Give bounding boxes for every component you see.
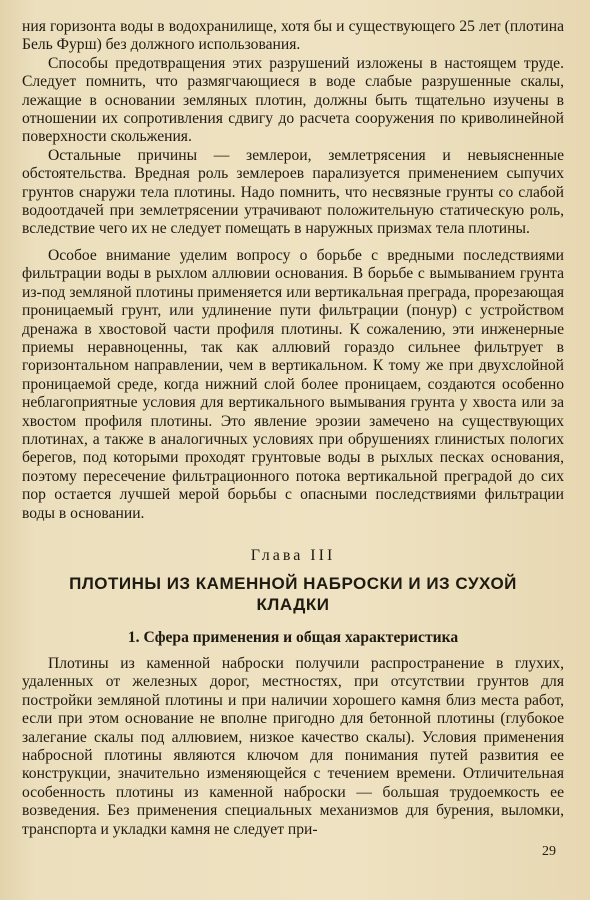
paragraph-gap <box>22 239 564 247</box>
section-heading: 1. Сфера применения и общая характеристика <box>127 628 459 646</box>
paragraph: Остальные причины — землерои, землетрясения и невыясненные обстоятельства. Вредная роль землероев парализуется применением сыпучих грунтов снаружи тела плотины. Надо помнить, что несвязные грунты со слабой водоотдачей при землетрясении утрачивают положительную статическую роль, вследствие чего их не следует помещать в наружных призмах тела плотины. <box>22 146 564 238</box>
paragraph: Особое внимание уделим вопросу о борьбе с вредными последствиями фильтрации воды в рыхлом аллювии основания. В борьбе с вымыванием грунта из-под земляной плотины применяется или вертикальная преграда, прорезающая проницаемый грунт, или удлинение пути фильтрации (понур) с устройством дренажа в хвостовой части профиля плотины. К сожалению, эти инженерные приемы неравноценны, так как аллювий гораздо сильнее фильтрует в горизонтальном направлении, чем в вертикальном. К тому же при двухслойной проницаемой среде, когда нижний слой более проницаем, создаются особенно неблагоприятные условия для вертикального вымывания грунта у хвоста или за хвостом профиля плотины. Это явление эрозии замечено на существующих плотинах, а также в аналогичных условиях при обрушениях глинистых пологих берегов, под которыми проходят грунтовые воды в рыхлых песках основания, поэтому пересечение фильтрационного потока вертикальной преградой до сих пор остается лучшей мерой борьбы с опасными последствиями фильтрации воды в основании. <box>22 246 564 522</box>
paragraph-continuation: ния горизонта воды в водохранилище, хотя бы и существующего 25 лет (плотина Бель Фурш) без должного использования. <box>22 18 564 54</box>
page-number: 29 <box>542 844 556 859</box>
section-paragraph: Плотины из каменной наброски получили распространение в глухих, удаленных от железных дорог, местностях, при отсутствии грунтов для постройки земляной плотины и при наличии хорошего камня близ места работ, если при этом основание не вполне пригодно для бетонной плотины (глубокое залегание скалы под аллювием, низкое качество скалы). Условия применения набросной плотины являются ключом для понимания путей развития ее конструкции, значительно изменяющейся с течением времени. Отличительная особенность плотины из каменной наброски — большая трудоемкость ее возведения. Без применения специальных механизмов для бурения, выломки, транспорта и укладки камня не следует при- <box>22 654 564 838</box>
chapter-title: ПЛОТИНЫ ИЗ КАМЕННОЙ НАБРОСКИ И ИЗ СУХОЙ КЛАДКИ <box>69 573 517 614</box>
paragraph: Способы предотвращения этих разрушений изложены в настоящем труде. Следует помнить, что размягчающиеся в воде слабые разрушенные скалы, лежащие в основании земляных плотин, должны быть тщательно изучены в отношении их сопротивления сдвигу до расчета сооружения по криволинейной поверхности скольжения. <box>22 54 564 146</box>
chapter-label: Глава III <box>250 546 336 564</box>
